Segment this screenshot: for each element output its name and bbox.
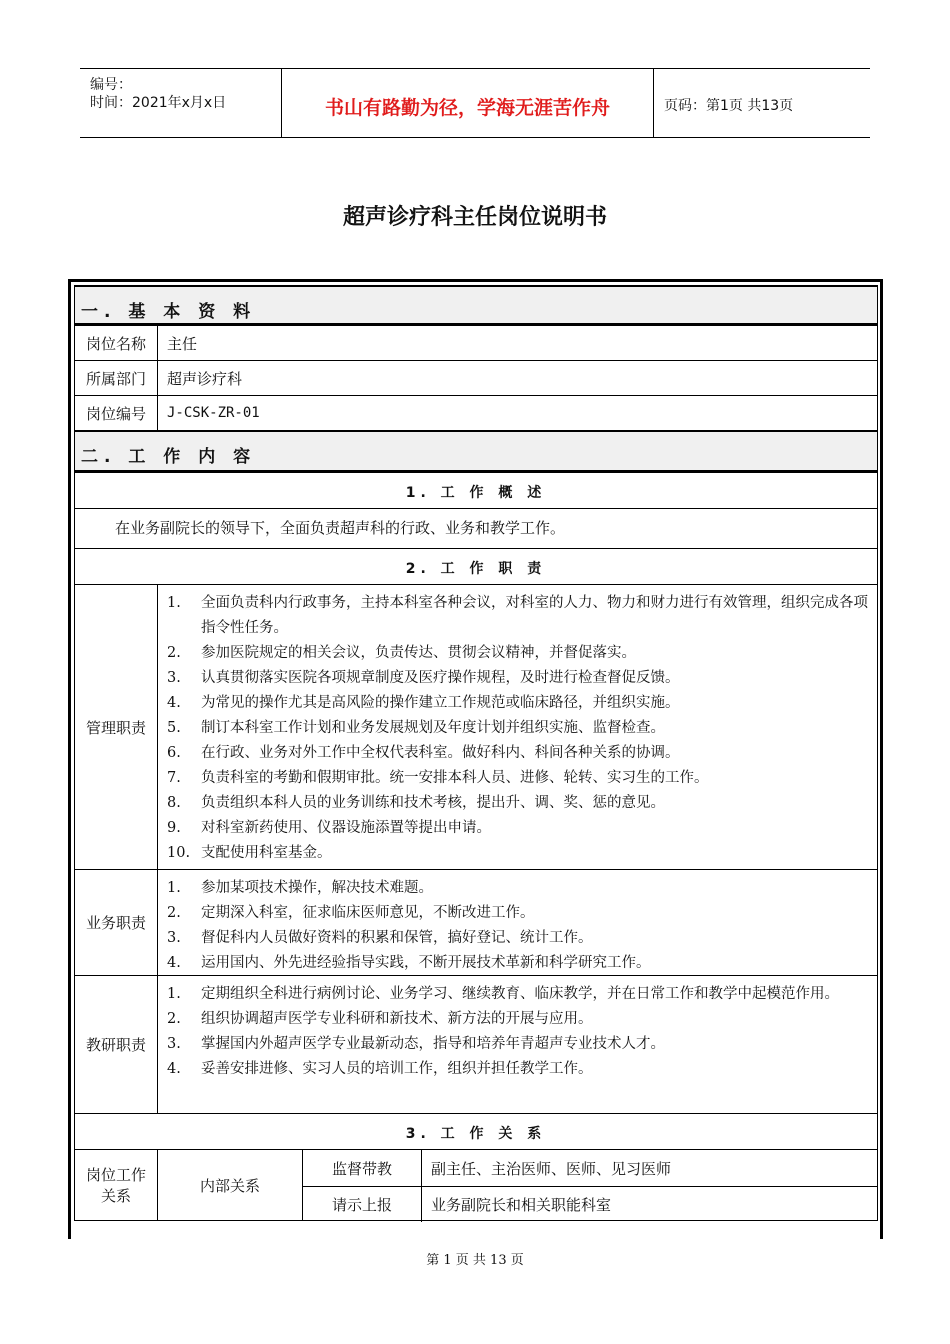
duty-category-label: 管理职责 (75, 585, 158, 869)
page-footer: 第 1 页 共 13 页 (426, 1253, 524, 1268)
duty-category-label: 教研职责 (75, 976, 158, 1113)
relation-type: 请示上报 (303, 1186, 422, 1222)
list-item: 1. 定期组织全科进行病例讨论、业务学习、继续教育、临床教学，并在日常工作和教学中起模范作用。 (167, 986, 839, 1002)
header-motto-cell (282, 69, 654, 137)
info-value: 主任 (167, 334, 198, 353)
list-item: 3. 掌握国内外超声医学专业最新动态，指导和培养年青超声专业技术人才。 (167, 1036, 665, 1052)
teaching-duties-list (167, 982, 873, 1082)
header-meta (80, 69, 282, 137)
list-item: 2. 参加医院规定的相关会议，负责传达、贯彻会议精神，并督促落实。 (167, 645, 636, 661)
info-value: 超声诊疗科 (167, 369, 243, 388)
info-value: J-CSK-ZR-01 (167, 405, 260, 421)
relations-group: 内部关系 (158, 1150, 303, 1220)
work-overview-text-row (74, 508, 878, 548)
relation-type: 监督带教 (303, 1150, 422, 1186)
header-page-number: 页码：第1页 共13页 (664, 98, 794, 114)
list-item: 7. 负责科室的考勤和假期审批。统一安排本科人员、进修、轮转、实习生的工作。 (167, 770, 709, 786)
list-item: 8. 负责组织本科人员的业务训练和技术考核，提出升、调、奖、惩的意见。 (167, 795, 665, 811)
info-label: 所属部门 (75, 361, 158, 395)
info-row-position (74, 325, 878, 360)
section-work-content-heading: 二. 工 作 内 容 (74, 430, 878, 472)
teaching-duties-row (74, 975, 878, 1113)
list-item: 1. 全面负责科内行政事务，主持本科室各种会议，对科室的人力、物力和财力进行有效管理，组织完成各项指令性任务。 (167, 595, 868, 636)
list-item: 10. 支配使用科室基金。 (167, 845, 332, 861)
header-number: 编号： (90, 77, 132, 93)
relation-row (303, 1150, 877, 1187)
relations-label: 岗位工作关系 (75, 1150, 158, 1220)
list-item: 9. 对科室新药使用、仪器设施添置等提出申请。 (167, 820, 491, 836)
header-date: 时间：2021年x月x日 (90, 95, 227, 111)
page-header (80, 68, 870, 138)
header-motto: 书山有路勤为径，学海无涯苦作舟 (324, 97, 610, 119)
business-duties-row (74, 869, 878, 975)
list-item: 2. 组织协调超声医学专业科研和新技术、新方法的开展与应用。 (167, 1011, 593, 1027)
work-overview-text: 在业务副院长的领导下，全面负责超声科的行政、业务和教学工作。 (115, 519, 566, 537)
management-duties-row (74, 584, 878, 869)
info-label: 岗位名称 (75, 326, 158, 360)
list-item: 2. 定期深入科室，征求临床医师意见，不断改进工作。 (167, 905, 535, 921)
list-item: 4. 为常见的操作尤其是高风险的操作建立工作规范或临床路径，并组织实施。 (167, 695, 680, 711)
info-row-department (74, 360, 878, 395)
list-item: 4. 妥善安排进修、实习人员的培训工作，组织并担任教学工作。 (167, 1061, 593, 1077)
work-duties-heading: 2. 工 作 职 责 (74, 548, 878, 584)
list-item: 3. 督促科内人员做好资料的积累和保管，搞好登记、统计工作。 (167, 930, 593, 946)
list-item: 4. 运用国内、外先进经验指导实践，不断开展技术革新和科学研究工作。 (167, 955, 651, 971)
relation-value: 业务副院长和相关职能科室 (431, 1195, 612, 1214)
list-item: 6. 在行政、业务对外工作中全权代表科室。做好科内、科间各种关系的协调。 (167, 745, 680, 761)
management-duties-list (167, 591, 873, 866)
info-row-code (74, 395, 878, 430)
relation-row (303, 1186, 877, 1222)
work-overview-heading: 1. 工 作 概 述 (74, 472, 878, 508)
info-label: 岗位编号 (75, 396, 158, 430)
list-item: 5. 制订本科室工作计划和业务发展规划及年度计划并组织实施、监督检查。 (167, 720, 665, 736)
list-item: 3. 认真贯彻落实医院各项规章制度及医疗操作规程，及时进行检查督促反馈。 (167, 670, 680, 686)
document-title: 超声诊疗科主任岗位说明书 (342, 205, 607, 230)
relation-value: 副主任、主治医师、医师、见习医师 (431, 1159, 672, 1178)
duty-category-label: 业务职责 (75, 870, 158, 975)
work-relations-heading: 3. 工 作 关 系 (74, 1113, 878, 1149)
section-basic-info-heading: 一. 基 本 资 料 (74, 285, 878, 325)
work-relations-row (74, 1149, 878, 1221)
list-item: 1. 参加某项技术操作，解决技术难题。 (167, 880, 433, 896)
business-duties-list (167, 876, 873, 976)
